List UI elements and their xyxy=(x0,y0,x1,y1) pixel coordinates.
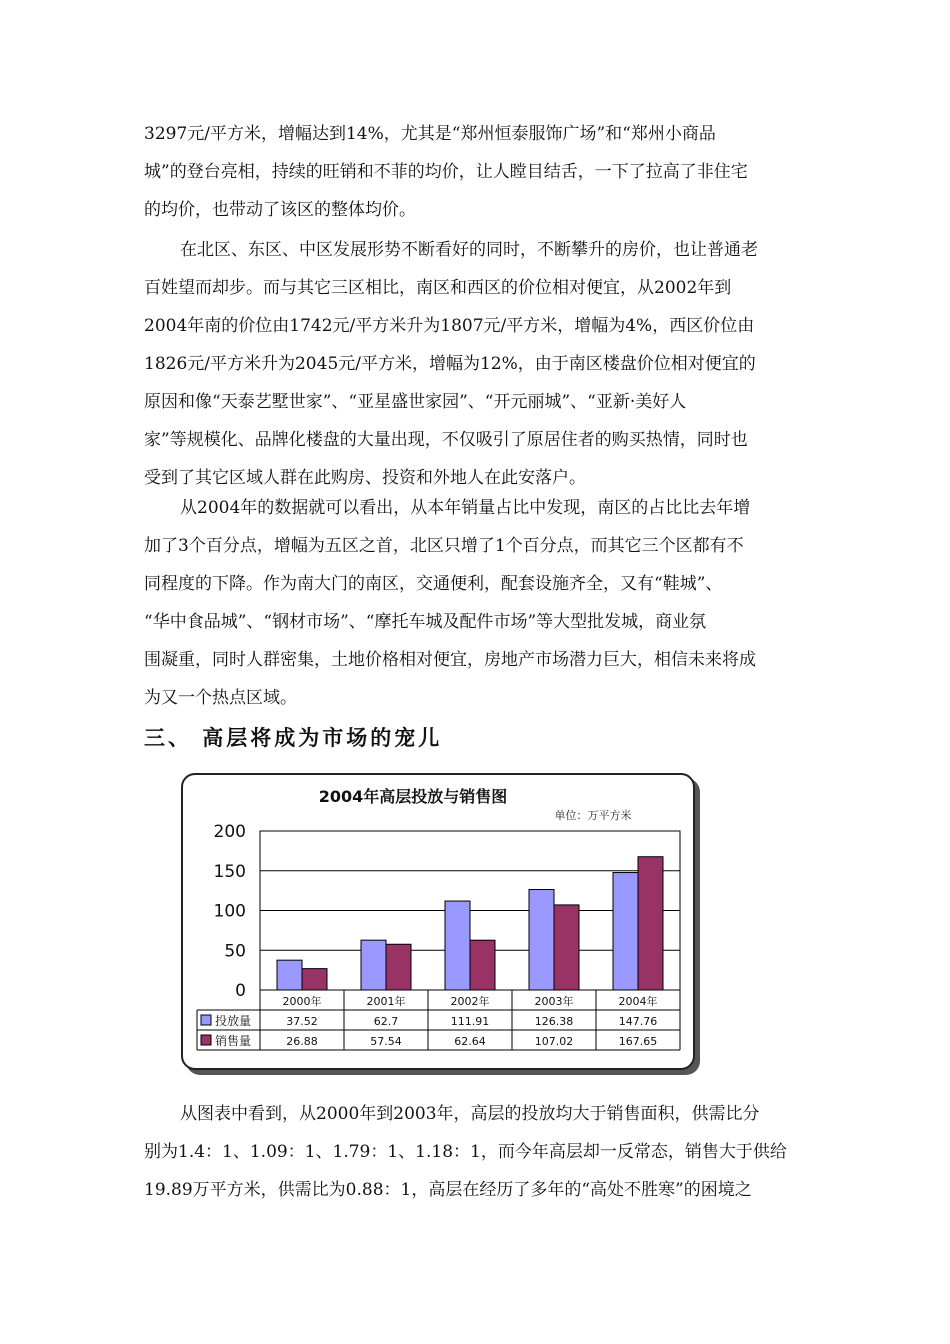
paragraph-line: 2004年南的价位由1742元/平方米升为1807元/平方米，增幅为4%，西区价位由 xyxy=(144,316,755,336)
bar-supply xyxy=(361,940,386,990)
section-heading: 三、 高层将成为市场的宠儿 xyxy=(144,726,443,750)
plot-area xyxy=(214,822,680,1001)
paragraph-line: 从2004年的数据就可以看出，从本年销量占比中发现，南区的占比比去年增 xyxy=(180,498,751,518)
paragraph-3 xyxy=(144,489,834,717)
paragraph-line: 百姓望而却步。而与其它三区相比，南区和西区的价位相对便宜，从2002年到 xyxy=(144,278,732,298)
chart-title: 2004年高层投放与销售图 xyxy=(318,787,508,806)
bar-sales xyxy=(302,969,327,990)
paragraph-line: 受到了其它区域人群在此购房、投资和外地人在此安落户。 xyxy=(144,468,586,488)
paragraph-line: 3297元/平方米，增幅达到14%，尤其是“郑州恒泰服饰广场”和“郑州小商品 xyxy=(144,124,716,144)
y-tick-label: 0 xyxy=(235,981,246,1001)
paragraph-line: 围凝重，同时人群密集，土地价格相对便宜，房地产市场潜力巨大，相信未来将成 xyxy=(144,650,756,670)
legend-label: 销售量 xyxy=(215,1034,252,1048)
data-value-label: 167.65 xyxy=(618,1035,658,1048)
data-value-label: 107.02 xyxy=(534,1035,574,1048)
paragraph-line: 家”等规模化、品牌化楼盘的大量出现，不仅吸引了原居住者的购买热情，同时也 xyxy=(144,430,748,450)
paragraph-line: 同程度的下降。作为南大门的南区，交通便利，配套设施齐全，又有“鞋城”、 xyxy=(144,574,723,594)
x-category-label: 2004年 xyxy=(618,995,658,1008)
data-value-label: 37.52 xyxy=(286,1015,318,1028)
paragraph-line: 为又一个热点区域。 xyxy=(144,688,297,708)
paragraph-line: “华中食品城”、“钢材市场”、“摩托车城及配件市场”等大型批发城，商业氛 xyxy=(144,612,707,632)
bar-chart xyxy=(183,775,693,1068)
x-category-label: 2001年 xyxy=(366,995,406,1008)
paragraph-line: 从图表中看到，从2000年到2003年，高层的投放均大于销售面积，供需比分 xyxy=(180,1104,760,1124)
x-category-label: 2003年 xyxy=(534,995,574,1008)
data-value-label: 57.54 xyxy=(370,1035,402,1048)
data-value-label: 26.88 xyxy=(286,1035,318,1048)
y-tick-label: 100 xyxy=(213,901,246,922)
y-tick-label: 200 xyxy=(213,822,246,842)
chart-frame xyxy=(181,773,695,1070)
data-value-label: 126.38 xyxy=(534,1015,574,1028)
data-value-label: 62.64 xyxy=(454,1035,486,1048)
paragraph-line: 在北区、东区、中区发展形势不断看好的同时，不断攀升的房价，也让普通老 xyxy=(180,240,758,260)
bar-sales xyxy=(638,857,663,990)
bar-sales xyxy=(554,905,579,990)
y-tick-label: 50 xyxy=(224,941,246,962)
data-value-label: 111.91 xyxy=(450,1015,490,1028)
chart-unit-label: 单位：万平方米 xyxy=(554,809,632,822)
legend-swatch xyxy=(201,1015,211,1025)
data-value-label: 147.76 xyxy=(618,1015,658,1028)
paragraph-line: 19.89万平方米，供需比为0.88：1，高层在经历了多年的“高处不胜寒”的困境之 xyxy=(144,1180,752,1200)
legend-label: 投放量 xyxy=(215,1014,252,1028)
paragraph-2 xyxy=(144,231,834,497)
paragraph-line: 1826元/平方米升为2045元/平方米，增幅为12%，由于南区楼盘价位相对便宜的 xyxy=(144,354,756,374)
x-category-label: 2000年 xyxy=(282,995,322,1008)
paragraph-line: 城”的登台亮相，持续的旺销和不菲的均价，让人瞠目结舌，一下了拉高了非住宅 xyxy=(144,162,748,182)
data-table xyxy=(197,990,680,1050)
data-value-label: 62.7 xyxy=(373,1015,399,1028)
paragraph-line: 加了3个百分点，增幅为五区之首，北区只增了1个百分点，而其它三个区都有不 xyxy=(144,536,744,556)
paragraph-1 xyxy=(144,115,834,229)
paragraph-4 xyxy=(144,1095,834,1209)
paragraph-line: 别为1.4：1、1.09：1、1.79：1、1.18：1，而今年高层却一反常态，销售大于供给 xyxy=(144,1142,787,1162)
bar-supply xyxy=(613,873,638,990)
bar-supply xyxy=(529,890,554,990)
bar-sales xyxy=(386,944,411,990)
paragraph-line: 的均价，也带动了该区的整体均价。 xyxy=(144,200,416,220)
legend-swatch xyxy=(201,1035,211,1045)
paragraph-line: 原因和像“天泰艺墅世家”、“亚星盛世家园”、“开元丽城”、“亚新·美好人 xyxy=(144,392,687,412)
bar-sales xyxy=(470,940,495,990)
bar-supply xyxy=(445,901,470,990)
bar-supply xyxy=(277,960,302,990)
x-category-label: 2002年 xyxy=(450,995,490,1008)
y-tick-label: 150 xyxy=(213,861,246,882)
